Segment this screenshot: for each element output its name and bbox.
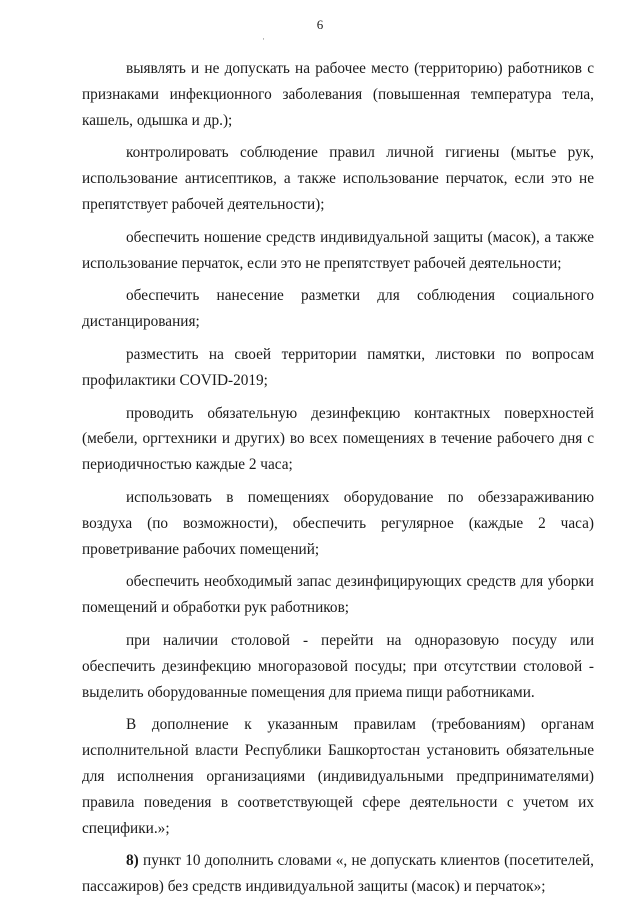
- item-8-label: 8): [126, 852, 139, 870]
- paragraph: при наличии столовой - перейти на одноразовую посуду или обеспечить дезинфекцию многоразовой посуды; при отсутствии столовой - выделить оборудованные помещения для приема пищи работниками.: [82, 631, 594, 701]
- paragraph: обеспечить нанесение разметки для соблюдения социального дистанцирования;: [82, 287, 594, 331]
- paragraph: В дополнение к указанным правилам (требованиям) органам исполнительной власти Республики Башкортостан установить обязательные для исполнения организациями (индивидуальными предпринимателями) правила поведения в соответствующей сфере деятельности с учетом их специфики.»;: [82, 716, 594, 837]
- paragraph: разместить на своей территории памятки, листовки по вопросам профилактики COVID-2019;: [82, 345, 594, 389]
- paragraph: контролировать соблюдение правил личной гигиены (мытье рук, использование антисептиков, а также использование перчаток, если это не препятствует рабочей деятельности);: [82, 144, 594, 213]
- item-8-text: пункт 10 дополнить словами «, не допускать клиентов (посетителей, пассажиров) без средств индивидуальной защиты (масок) и перчаток»;: [82, 852, 594, 896]
- document-body: [82, 56, 594, 907]
- scan-mark: ·: [262, 34, 265, 44]
- item-8-paragraph: [82, 848, 594, 900]
- paragraph: выявлять и не допускать на рабочее место (территорию) работников с признаками инфекционного заболевания (повышенная температура тела, кашель, одышка и др.);: [82, 60, 594, 129]
- paragraph: обеспечить необходимый запас дезинфицирующих средств для уборки помещений и обработки рук работников;: [82, 573, 594, 617]
- paragraph: использовать в помещениях оборудование по обеззараживанию воздуха (по возможности), обеспечить регулярное (каждые 2 часа) проветривание рабочих помещений;: [82, 488, 594, 558]
- paragraph: обеспечить ношение средств индивидуальной защиты (масок), а также использование перчаток, если это не препятствует рабочей деятельности;: [82, 228, 594, 272]
- paragraph: проводить обязательную дезинфекцию контактных поверхностей (мебели, оргтехники и других) во всех помещениях в течение рабочего дня с периодичностью каждые 2 часа;: [82, 404, 594, 474]
- page-number: 6: [316, 17, 324, 32]
